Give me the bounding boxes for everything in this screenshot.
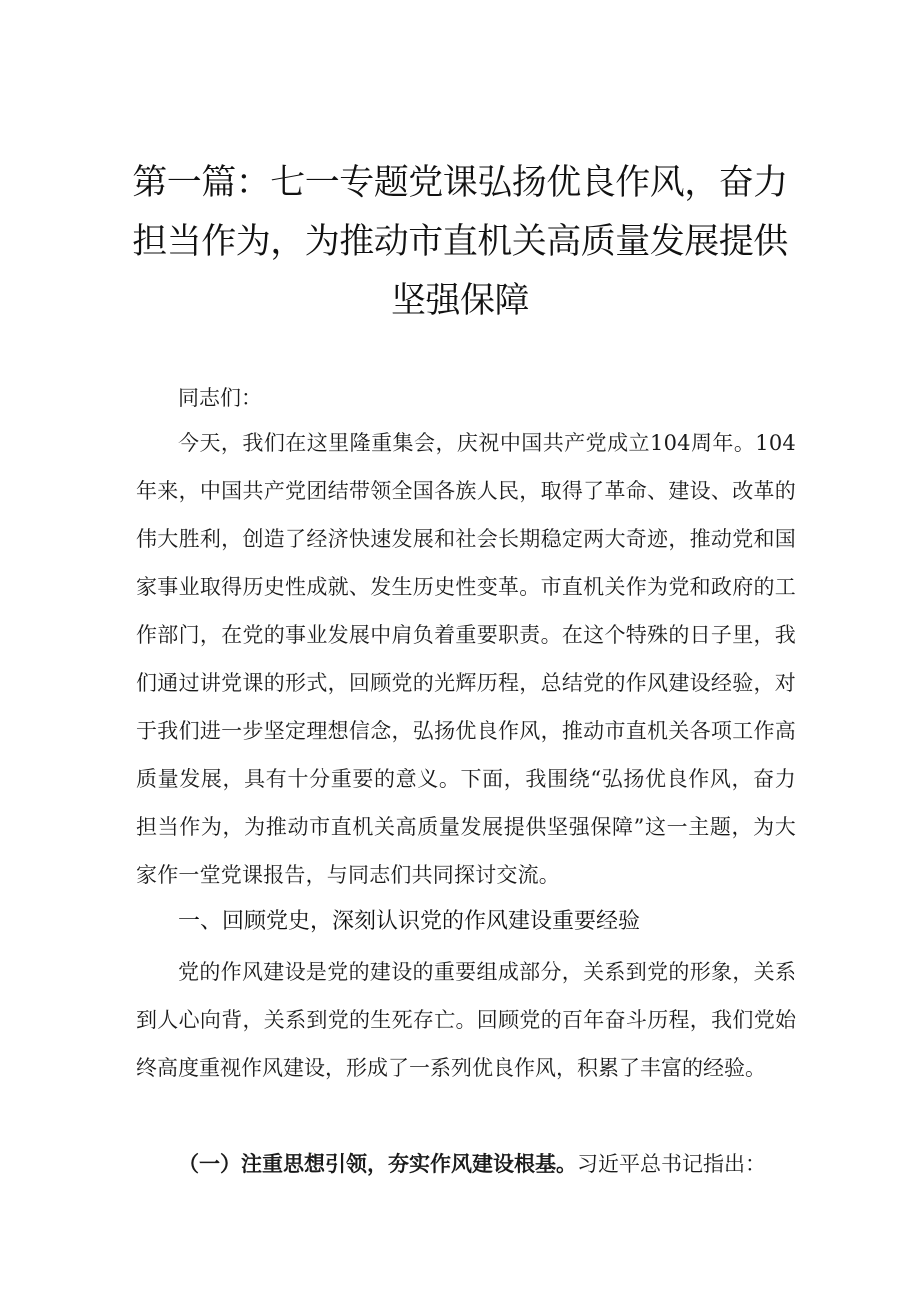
subsection-heading-1: （一）注重思想引领，夯实作风建设根基。: [178, 1151, 577, 1176]
document-title: 第一篇：七一专题党课弘扬优良作风，奋力担当作为，为推动市直机关高质量发展提供坚强保障: [132, 163, 788, 321]
paragraph-section-1: 党的作风建设是党的建设的重要组成部分，关系到党的形象，关系到人心向背，关系到党的生死存亡。回顾党的百年奋斗历程，我们党始终高度重视作风建设，形成了一系列优良作风，积累了丰富的经验。: [136, 960, 796, 1080]
section-heading-1: 一、回顾党史，深刻认识党的作风建设重要经验: [178, 909, 641, 934]
subsection-text-1: 习近平总书记指出：: [577, 1152, 766, 1176]
salutation: 同志们：: [178, 386, 262, 410]
paragraph-intro: 今天，我们在这里隆重集会，庆祝中国共产党成立104周年。104年来，中国共产党团结带领全国各族人民，取得了革命、建设、改革的伟大胜利，创造了经济快速发展和社会长期稳定两大奇迹，推动党和国家事业取得历史性成就、发生历史性变革。市直机关作为党和政府的工作部门，在党的事业发展中肩负着重要职责。在这个特殊的日子里，我们通过讲党课的形式，回顾党的光辉历程，总结党的作风建设经验，对于我们进一步坚定理想信念，弘扬优良作风，推动市直机关各项工作高质量发展，具有十分重要的意义。下面，我围绕“弘扬优良作风，奋力担当作为，为推动市直机关高质量发展提供坚强保障”这一主题，为大家作一堂党课报告，与同志们共同探讨交流。: [136, 431, 796, 887]
subsection-paragraph-1: [136, 1140, 796, 1188]
